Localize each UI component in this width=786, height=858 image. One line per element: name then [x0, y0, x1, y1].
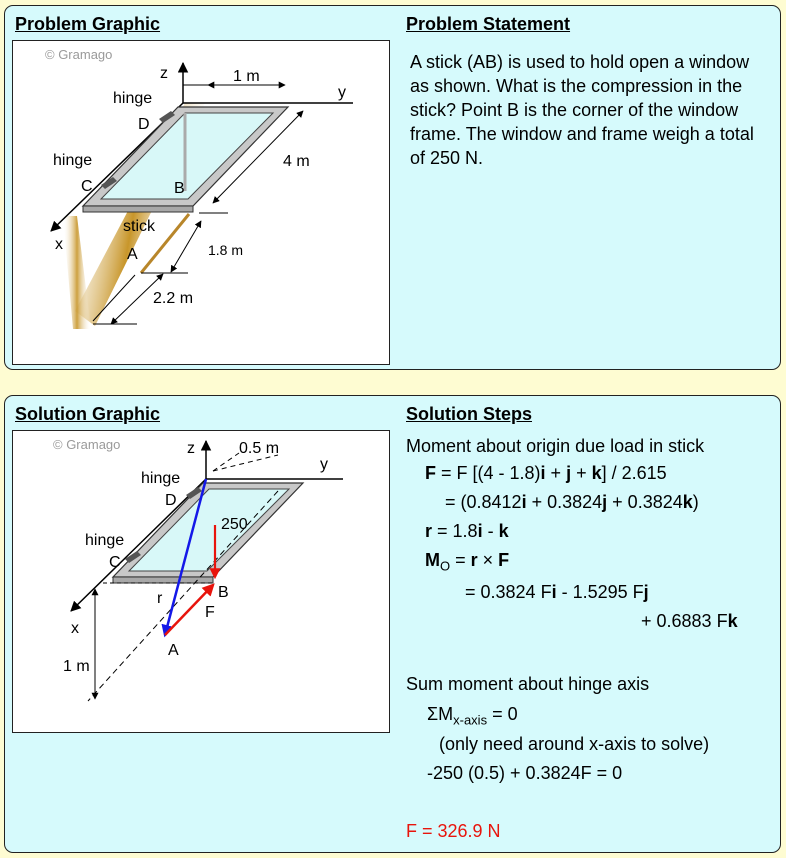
- label-stick: stick: [123, 218, 155, 235]
- label-z: z: [187, 440, 195, 457]
- label-y: y: [320, 456, 328, 473]
- window-glass: [101, 113, 273, 199]
- label-hinge-d: hinge: [113, 90, 153, 107]
- solution-panel: [4, 395, 781, 853]
- f-unit-part1: = (0.8412: [445, 492, 522, 512]
- solution-graphic-heading: Solution Graphic: [15, 404, 161, 424]
- sum-subscript: x-axis: [453, 712, 488, 728]
- j-unit: j: [643, 582, 649, 602]
- mo-res-part2: - 1.5295 F: [556, 582, 644, 602]
- frame-edge: [83, 206, 193, 212]
- solution-steps-heading: Solution Steps: [406, 404, 532, 424]
- step-sum-eq: [427, 703, 518, 732]
- k-unit: k: [727, 611, 738, 631]
- r-symbol: r: [425, 521, 433, 541]
- sum-equation: -250 (0.5) + 0.3824F = 0: [427, 763, 623, 783]
- j-unit: j: [566, 463, 572, 483]
- copyright: © Gramago: [45, 47, 113, 62]
- i-unit: i: [521, 492, 527, 512]
- label-hinge-c: hinge: [85, 532, 125, 549]
- r-def-part2: -: [482, 521, 499, 541]
- label-hinge-c: hinge: [53, 152, 93, 169]
- f-unit-part2: + 0.3824: [526, 492, 603, 512]
- step-mo-def: [425, 549, 509, 578]
- step-mo-result-1: [465, 581, 649, 603]
- problem-diagram: [13, 41, 390, 365]
- problem-statement-heading: Problem Statement: [406, 14, 571, 34]
- label-y: y: [338, 84, 346, 101]
- f-symbol: F: [498, 550, 510, 570]
- dim-half-line: [213, 455, 278, 471]
- wall-shading-lower: [63, 216, 91, 329]
- problem-statement: A stick (AB) is used to hold open a window as shown. What is the compression in the stick? Point B is the corner of the window frame. The window and frame weigh a total of 250 N.: [410, 52, 754, 168]
- i-unit: i: [540, 463, 546, 483]
- mo-res-part1: = 0.3824 F: [465, 582, 552, 602]
- copyright: © Gramago: [53, 437, 121, 452]
- label-c: C: [81, 178, 93, 195]
- label-4m: 4 m: [283, 153, 310, 170]
- label-x: x: [71, 620, 79, 637]
- k-unit: k: [591, 463, 602, 483]
- f-def-part4: ] / 2.615: [601, 463, 667, 483]
- label-a: A: [168, 642, 179, 659]
- label-z: z: [160, 65, 168, 82]
- label-b: B: [218, 584, 229, 601]
- m-symbol: M: [425, 550, 440, 570]
- step-f-def: [425, 462, 667, 484]
- j-unit: j: [602, 492, 608, 512]
- step-mo-result-2: [641, 610, 738, 632]
- k-unit: k: [682, 492, 693, 512]
- f-unit-part4: ): [692, 492, 699, 512]
- label-hinge-d: hinge: [141, 470, 181, 487]
- r-symbol: r: [470, 550, 478, 570]
- label-x: x: [55, 236, 63, 253]
- label-d: D: [165, 492, 177, 509]
- problem-panel: [4, 5, 781, 370]
- sum-title: Sum moment about hinge axis: [406, 674, 650, 694]
- label-c: C: [109, 554, 121, 571]
- mo-res-part3: + 0.6883 F: [641, 611, 728, 631]
- mo-eq: =: [450, 550, 471, 570]
- step-r-def: [425, 520, 509, 542]
- problem-graphic-heading: Problem Graphic: [15, 14, 161, 34]
- label-1m: 1 m: [63, 658, 90, 675]
- problem-figure: [12, 40, 390, 365]
- label-250: 250: [221, 516, 248, 533]
- f-def-part1: = F [(4 - 1.8): [436, 463, 541, 483]
- cross-symbol: ×: [477, 550, 499, 570]
- f-def-part3: +: [571, 463, 592, 483]
- label-1-8m: 1.8 m: [208, 242, 244, 258]
- label-2-2m: 2.2 m: [153, 290, 194, 307]
- f-unit-part3: + 0.3824: [607, 492, 683, 512]
- f-def-part2: +: [545, 463, 567, 483]
- label-b: B: [174, 180, 185, 197]
- moment-title: Moment about origin due load in stick: [406, 436, 705, 456]
- label-r: r: [157, 590, 163, 607]
- label-f: F: [205, 604, 215, 621]
- r-def-part1: = 1.8: [432, 521, 478, 541]
- frame-edge: [113, 577, 213, 583]
- sum-note: (only need around x-axis to solve): [439, 734, 710, 754]
- i-unit: i: [477, 521, 483, 541]
- sum-sigma: ΣM: [427, 704, 454, 724]
- solution-figure: [12, 430, 390, 733]
- i-unit: i: [551, 582, 557, 602]
- label-a: A: [127, 246, 138, 263]
- step-f-unit: [445, 491, 699, 513]
- label-d: D: [138, 116, 150, 133]
- m-subscript: O: [440, 558, 451, 574]
- answer: F = 326.9 N: [406, 821, 501, 841]
- solution-diagram: [13, 431, 390, 733]
- label-1m: 1 m: [233, 68, 260, 85]
- label-0-5m: 0.5 m: [239, 440, 280, 457]
- k-unit: k: [498, 521, 509, 541]
- f-symbol: F: [425, 463, 436, 483]
- sum-eq: = 0: [487, 704, 518, 724]
